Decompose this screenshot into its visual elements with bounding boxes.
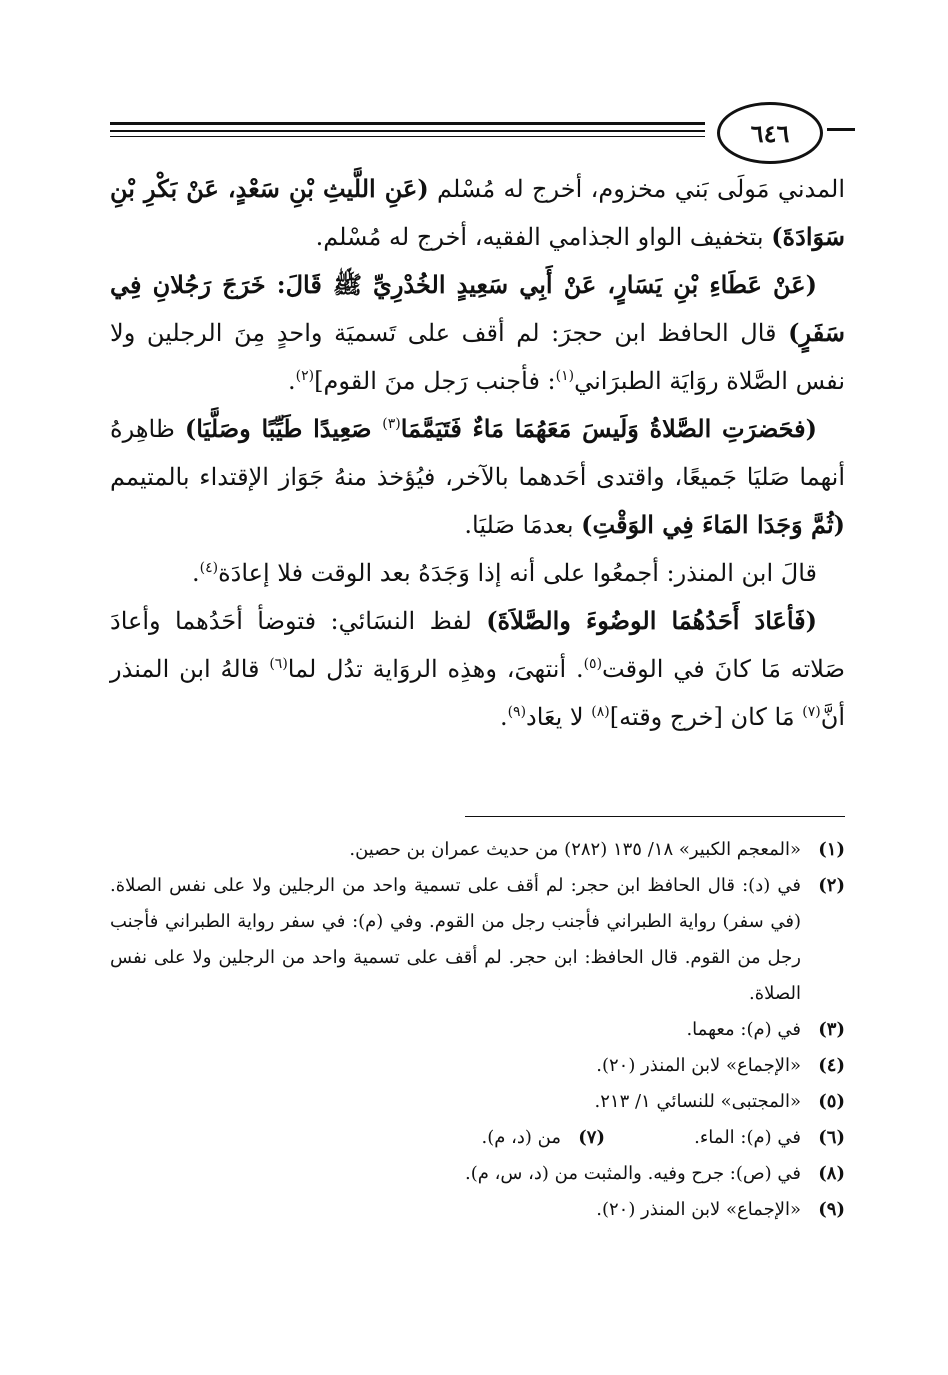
footnote — [110, 1012, 845, 1048]
commentary-text: . — [288, 367, 296, 395]
commentary-text: : فأجنب رَجل منَ القوم] — [314, 367, 556, 395]
footnote-ref: (١) — [555, 368, 575, 384]
footnote-text: في (ص): جرح وفيه. والمثبت من (د، س، م). — [464, 1163, 801, 1184]
header-rule — [110, 122, 705, 125]
quoted-hadith-text: (عَنْ عَطَاءِ بْنِ يَسَارٍ، عَنْ أَبِي سَعِيدٍ الخُدْرِيِّ ﷺ قَالَ: خَرَجَ رَجُلانِ فِي سَفَرٍ) — [110, 270, 845, 347]
footnote-ref: (٩) — [507, 704, 527, 720]
commentary-text: قال الحافظ ابن حجرَ: لم أقف على تَسميَة واحدٍ مِنَ الرجلين ولا نفس الصَّلاة روَايَة الطبرَاني — [110, 319, 845, 395]
page-header — [110, 98, 855, 158]
paragraph — [110, 165, 845, 261]
quoted-hadith-text: (ثُمَّ وَجَدَا المَاءَ فِي الوَقْتِ) — [581, 510, 845, 539]
paragraph — [110, 261, 845, 405]
commentary-text: بعدمَا صَليَا. — [464, 511, 582, 539]
paragraph — [110, 549, 845, 597]
footnote-divider — [465, 816, 845, 817]
commentary-text: قالَ ابن المنذر: أجمعُوا على أنه إذا وَجَدَهُ بعد الوقت فلا إعادَة — [218, 559, 817, 587]
footnote-ref: (٨) — [591, 704, 610, 720]
footnote — [110, 868, 845, 1012]
footnote-number: (١) — [818, 839, 845, 860]
footnote-number: (٤) — [818, 1055, 845, 1076]
quoted-hadith-text: (فَأعَادَ أَحَدُهُمَا الوضُوءَ والصَّلاَةَ) — [486, 606, 818, 635]
footnote-ref: (٥) — [583, 656, 603, 672]
footnote — [110, 1120, 845, 1156]
footnote-text: في (م): الماء. — [694, 1127, 801, 1148]
footnote-number: (٦) — [818, 1127, 845, 1148]
commentary-text: مَا كان [خرج وقته] — [609, 703, 803, 731]
footnote-number: (٢) — [818, 875, 845, 896]
footnote-ref: (٦) — [269, 656, 288, 672]
header-rule — [110, 136, 705, 137]
footnotes — [110, 832, 845, 1228]
header-rule-end — [827, 128, 855, 131]
footnote — [110, 1192, 845, 1228]
footnote-text: في (د): قال الحافظ ابن حجر: لم أقف على تسمية واحد من الرجلين ولا على نفس الصلاة. (في سفر) رواية الطبراني فأجنب رجل من القوم. وفي (م): في سفر رواية الطبراني فأجنب رجل من القوم. قال الحافظ: ابن حجر. لم أقف على تسمية واحد من الرجلين ولا على نفس الصلاة. — [110, 875, 801, 1004]
quoted-hadith-text: (عَنِ اللَّيثِ بْنِ سَعْدٍ، عَنْ بَكْرِ بْنِ سَوَادَةَ) — [110, 174, 845, 251]
footnote-text: من (د، م). — [481, 1127, 561, 1148]
footnote-ref: (٧) — [802, 704, 821, 720]
footnote — [110, 1048, 845, 1084]
commentary-text: قالهُ ابن المنذر أنَّ — [110, 655, 845, 731]
footnote-number: (٩) — [818, 1199, 845, 1220]
commentary-text: بتخفيف الواو الجذامي الفقيه، أخرج له مُسْلم. — [315, 223, 772, 251]
page-number: ٦٤٦ — [717, 102, 823, 164]
commentary-text: . — [499, 703, 508, 731]
commentary-text: لا يعَاد — [526, 703, 592, 731]
commentary-text: المدني مَولَى بَني مخزوم، أخرج له مُسْلم — [428, 175, 846, 203]
footnote — [110, 1084, 845, 1120]
footnote-column — [605, 1120, 845, 1156]
footnote-ref: (٢) — [295, 368, 315, 384]
footnote — [110, 1156, 845, 1192]
paragraph — [110, 597, 845, 741]
commentary-text: ظاهِرهُ أنهما صَليَا جَميعًا، واقتدى أحَدهما بالآخر، فيُؤخذ منهُ جَوَاز الإقتداء بالمتيمم — [110, 415, 845, 491]
header-rule — [110, 130, 705, 132]
footnote-ref: (٤) — [199, 560, 219, 576]
commentary-text: . أنتهىَ، وهذِه الروَاية تدُل لما — [287, 655, 584, 683]
footnote-number: (٥) — [818, 1091, 845, 1112]
footnote-text: «الإجماع» لابن المنذر (٢٠). — [596, 1055, 801, 1076]
commentary-text: . — [192, 559, 200, 587]
footnote-text: «المعجم الكبير» ١٨/ ١٣٥ (٢٨٢) من حديث عمران بن حصين. — [349, 839, 801, 860]
footnote-number: (٨) — [818, 1163, 845, 1184]
footnote-ref: (٣) — [382, 416, 401, 432]
footnote — [110, 832, 845, 868]
commentary-text: لفظ النسَائي: فتوضأ أحَدُهما وأعادَ صَلاته مَا كانَ في الوقت — [110, 607, 845, 683]
footnote-text: «المجتبى» للنسائي ١/ ٢١٣. — [594, 1091, 801, 1112]
main-text — [110, 165, 845, 741]
footnote-text: في (م): معهما. — [686, 1019, 801, 1040]
quoted-hadith-text: (فحَضرَتِ الصَّلاةُ وَلَيسَ مَعَهُمَا مَاءٌ فَتَيَمَّمَا — [400, 414, 817, 443]
footnote-text: «الإجماع» لابن المنذر (٢٠). — [596, 1199, 801, 1220]
footnote-column — [365, 1120, 605, 1156]
footnote-number: (٣) — [818, 1019, 845, 1040]
quoted-hadith-text: صَعِيدًا طَيِّبًا وصَلَّيَا) — [184, 414, 383, 443]
paragraph — [110, 405, 845, 549]
footnote-number: (٧) — [578, 1127, 605, 1148]
